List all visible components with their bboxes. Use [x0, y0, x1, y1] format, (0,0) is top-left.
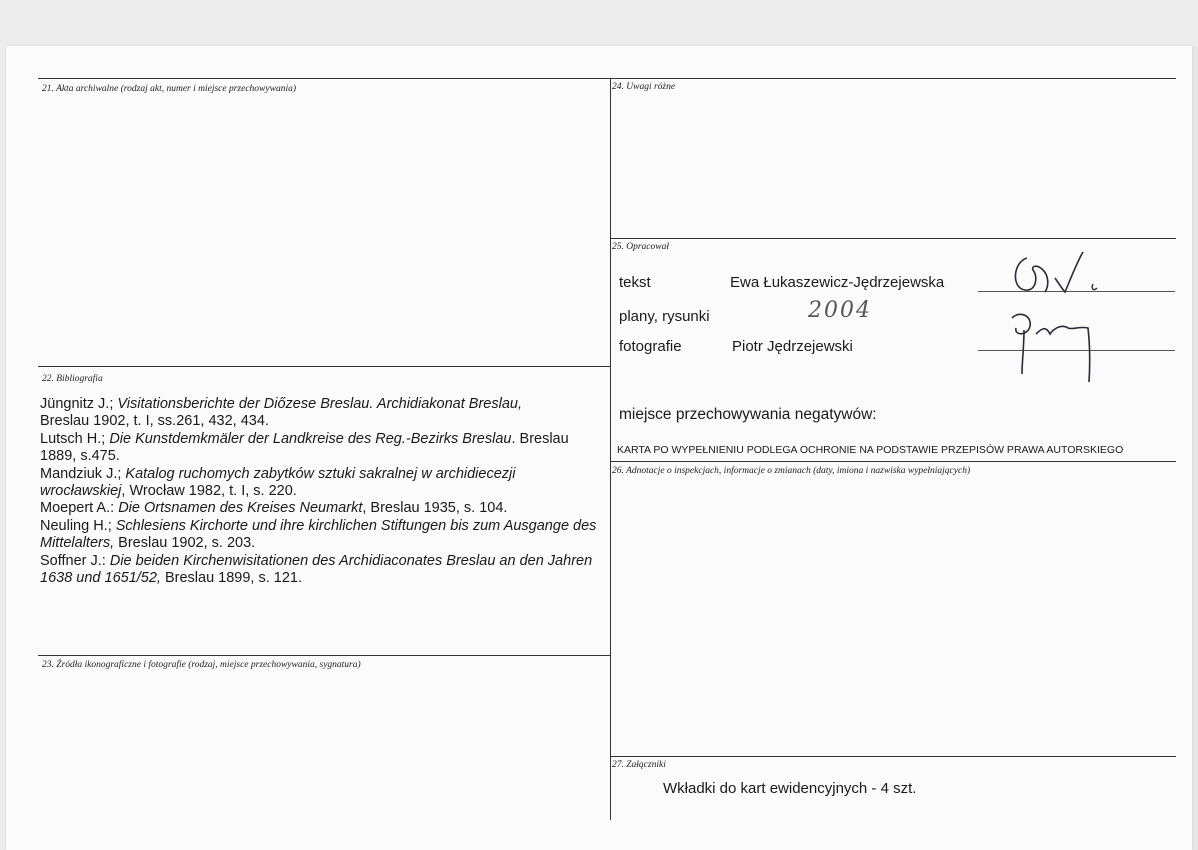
bibliography-entry: Lutsch H.; Die Kunstdemkmäler der Landkreise des Reg.-Bezirks Breslau. Breslau 1889, s.475.: [40, 430, 569, 465]
negatywy-label: miejsce przechowywania negatywów:: [619, 406, 877, 423]
tekst-label: tekst: [619, 274, 651, 291]
plany-label: plany, rysunki: [619, 308, 710, 325]
handwritten-year: 2004: [808, 298, 872, 323]
bibliography-entry: Neuling H.; Schlesiens Kirchorte und ihre kirchlichen Stiftungen bis zum Ausgange des Mittelalters, Breslau 1902, s. 203.: [40, 517, 597, 552]
rule-26: [610, 461, 1176, 462]
signature-2-icon: [1002, 306, 1102, 386]
rule-27: [610, 756, 1176, 757]
section-21-label: 21. Akta archiwalne (rodzaj akt, numer i miejsce przechowywania): [42, 84, 296, 94]
section-25-label: 25. Opracował: [612, 242, 669, 252]
tekst-author: Ewa Łukaszewicz-Jędrzejewska: [730, 274, 945, 291]
section-23-label: 23. Źródła ikonograficzne i fotografie (rodzaj, miejsce przechowywania, sygnatura): [42, 660, 361, 670]
section-24-label: 24. Uwagi różne: [612, 82, 676, 92]
fotografie-author: Piotr Jędrzejewski: [732, 338, 853, 355]
bibliography-entry: Moepert A.: Die Ortsnamen des Kreises Neumarkt, Breslau 1935, s. 104.: [40, 500, 508, 517]
bibliography-entry: Soffner J.: Die beiden Kirchenwisitationen des Archidiaconates Breslau an den Jahren 1638 und 1651/52, Breslau 1899, s. 121.: [40, 552, 593, 587]
copyright-notice: KARTA PO WYPEŁNIENIU PODLEGA OCHRONIE NA PODSTAWIE PRZEPISÓW PRAWA AUTORSKIEGO: [617, 444, 1124, 456]
rule-25: [610, 238, 1176, 239]
rule-23: [38, 655, 610, 656]
center-divider: [610, 78, 611, 820]
section-22-label: 22. Bibliografia: [42, 374, 103, 384]
signature-1-icon: [1005, 248, 1105, 300]
bibliography-entry: Jüngnitz J.; Visitationsberichte der Diőzese Breslau. Archidiakonat Breslau, Breslau 1902, t. I, ss.261, 432, 434.: [40, 396, 522, 430]
top-rule: [38, 78, 1176, 79]
rule-22: [38, 366, 610, 367]
attachments-text: Wkładki do kart ewidencyjnych - 4 szt.: [663, 780, 917, 797]
scan-top-margin: [0, 0, 1198, 46]
section-27-label: 27. Załączniki: [612, 760, 666, 770]
bibliography-entry: Mandziuk J.; Katalog ruchomych zabytków sztuki sakralnej w archidiecezji wrocławskiej, Wrocław 1982, t. I, s. 220.: [40, 465, 516, 500]
fotografie-label: fotografie: [619, 338, 682, 355]
scan-right-margin: [1192, 46, 1198, 850]
bibliography-list: [40, 396, 600, 587]
section-26-label: 26. Adnotacje o inspekcjach, informacje o zmianach (daty, imiona i nazwiska wypełniających): [612, 466, 971, 476]
